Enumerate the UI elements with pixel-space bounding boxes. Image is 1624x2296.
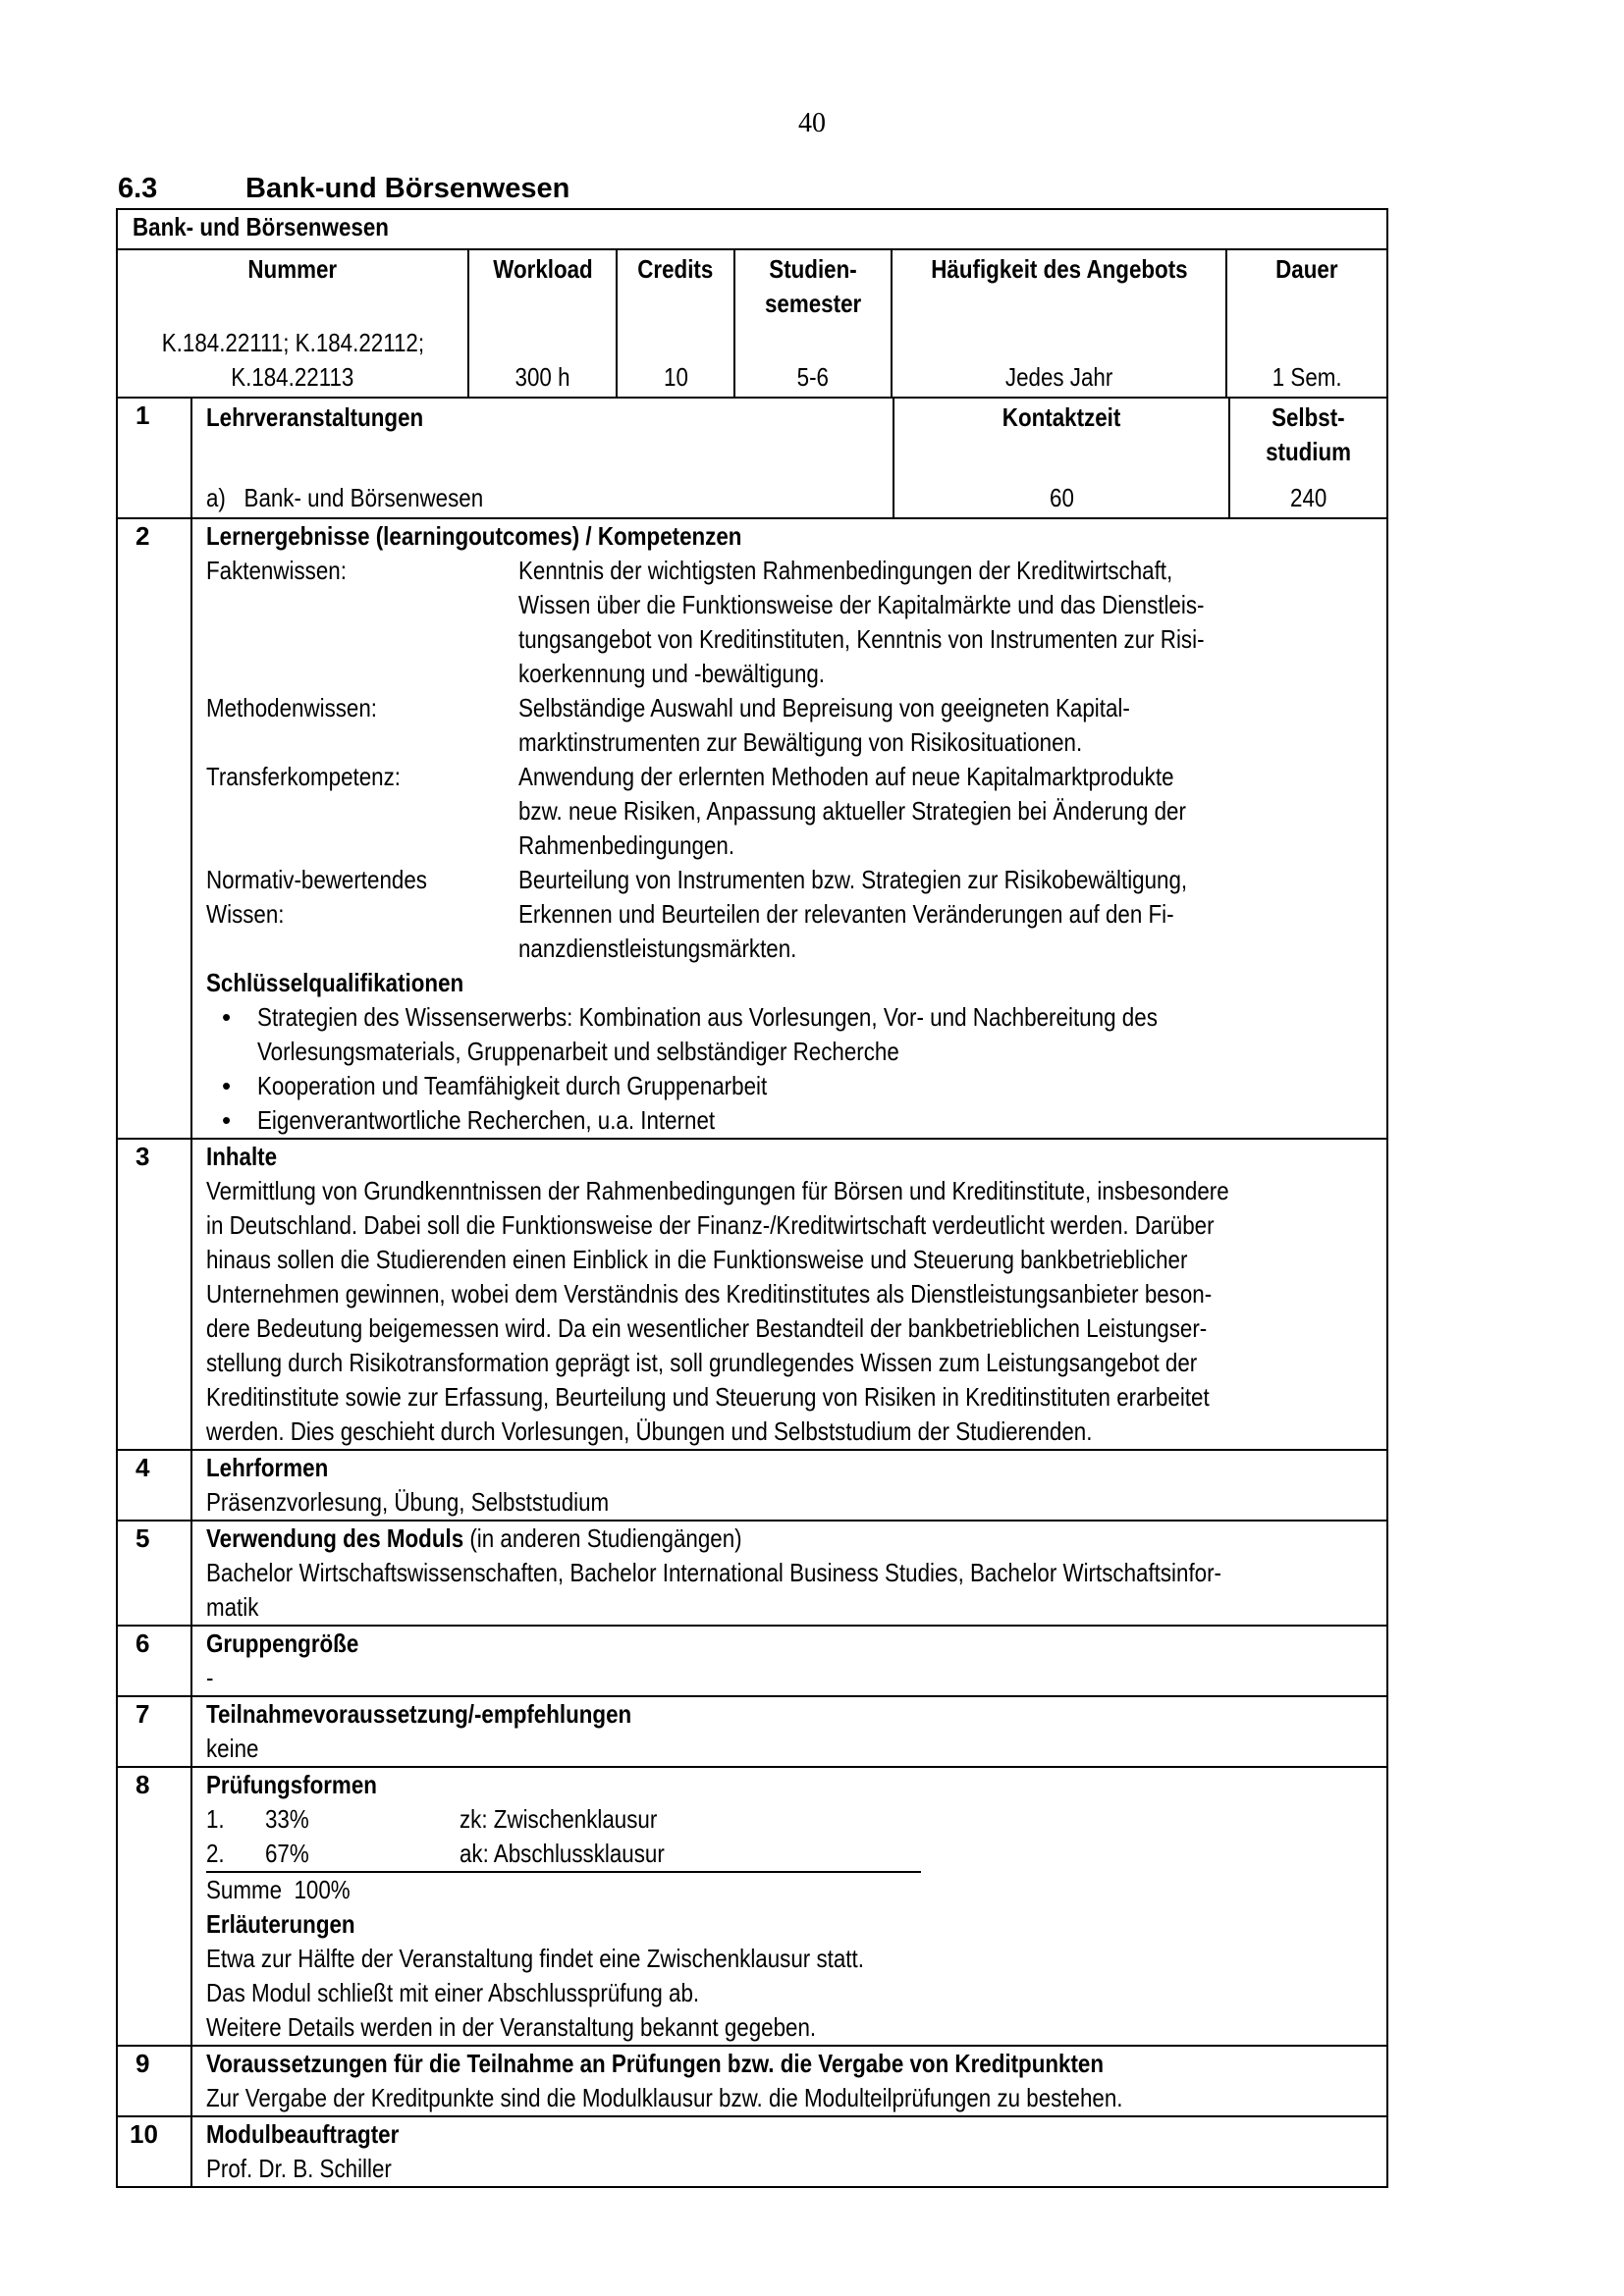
kontaktzeit-cell <box>894 399 1230 517</box>
erlaeuterungen-line: Etwa zur Hälfte der Veranstaltung findet eine Zwischenklausur statt. <box>206 1944 864 1973</box>
semester-label-2: semester <box>764 289 862 318</box>
exam-number: 1. <box>206 1804 225 1834</box>
list-item <box>257 1069 1373 1103</box>
nummer-line2: K.184.22113 <box>231 362 354 392</box>
bullet-line: Eigenverantwortliche Recherchen, u.a. Internet <box>257 1105 716 1135</box>
voraussetzungen-text: Zur Vergabe der Kreditpunkte sind die Modulklausur bzw. die Modulteilprüfungen zu bestehen. <box>206 2083 1123 2112</box>
erlaeuterungen-line: Das Modul schließt mit einer Abschlussprüfung ab. <box>206 1978 700 2007</box>
module-table <box>116 208 1388 2188</box>
bullet-line: Strategien des Wissenserwerbs: Kombination aus Vorlesungen, Vor- und Nachbereitung des <box>257 1002 1158 1032</box>
module-title-row <box>118 210 1386 250</box>
section-4-number: 4 <box>118 1451 192 1520</box>
transferkompetenz-line: Rahmenbedingungen. <box>518 830 735 860</box>
section-1-row <box>118 399 1386 519</box>
pruefungsformen-title: Prüfungsformen <box>206 1770 377 1799</box>
module-title: Bank- und Börsenwesen <box>133 212 389 241</box>
exam-number: 2. <box>206 1839 225 1868</box>
verwendung-title-rest: (in anderen Studiengängen) <box>463 1523 742 1553</box>
exam-row <box>206 1802 909 1837</box>
teilnahmevoraussetzung-title: Teilnahmevoraussetzung/-empfehlungen <box>206 1699 632 1729</box>
selbststudium-value: 240 <box>1289 483 1327 512</box>
section-2-row <box>118 519 1386 1140</box>
section-6-number: 6 <box>118 1627 192 1695</box>
inhalte-line: Kreditinstitute sowie zur Erfassung, Beurteilung und Steuerung von Risiken in Kreditinstituten erarbeitet <box>206 1382 1210 1412</box>
gruppengroesse-text: - <box>206 1663 214 1692</box>
kontaktzeit-value: 60 <box>1049 483 1074 512</box>
section-7-number: 7 <box>118 1697 192 1766</box>
normativ-entry <box>206 863 1373 966</box>
section-5-number: 5 <box>118 1522 192 1625</box>
section-5-row <box>118 1522 1386 1627</box>
erlaeuterungen-line: Weitere Details werden in der Veranstaltung bekannt gegeben. <box>206 2012 817 2042</box>
gruppengroesse-title: Gruppengröße <box>206 1629 359 1658</box>
lehrveranstaltungen-title: Lehrveranstaltungen <box>206 402 424 432</box>
section-10-number: 10 <box>118 2117 192 2186</box>
methodenwissen-line: Selbständige Auswahl und Bepreisung von geeigneten Kapital- <box>518 693 1130 722</box>
exam-row <box>206 1837 921 1873</box>
selbststudium-label-2: studium <box>1266 437 1351 466</box>
nummer-line1: K.184.22111; K.184.22112; <box>161 328 424 357</box>
bullet-line: Vorlesungsmaterials, Gruppenarbeit und selbständiger Recherche <box>257 1037 899 1066</box>
methodenwissen-label: Methodenwissen: <box>206 693 378 722</box>
section-8-number: 8 <box>118 1768 192 2045</box>
exam-sum: Summe 100% <box>206 1875 351 1904</box>
course-letter: a) <box>206 483 226 512</box>
credits-cell <box>618 250 735 397</box>
section-title: Bank-und Börsenwesen <box>245 173 570 204</box>
faktenwissen-line: koerkennung und -bewältigung. <box>518 659 826 688</box>
lehrveranstaltungen-cell <box>192 399 894 517</box>
inhalte-title: Inhalte <box>206 1142 278 1171</box>
section-number: 6.3 <box>118 173 158 204</box>
workload-cell <box>469 250 618 397</box>
section-8-row <box>118 1768 1386 2047</box>
normativ-line: Erkennen und Beurteilen der relevanten Veränderungen auf den Fi- <box>518 899 1174 929</box>
exam-description: ak: Abschlussklausur <box>460 1839 665 1868</box>
methodenwissen-line: marktinstrumenten zur Bewältigung von Risikosituationen. <box>518 727 1083 757</box>
haeufigkeit-label: Häufigkeit des Angebots <box>930 254 1188 284</box>
faktenwissen-entry <box>206 554 1373 691</box>
section-6-row <box>118 1627 1386 1697</box>
haeufigkeit-cell <box>893 250 1227 397</box>
verwendung-line: matik <box>206 1592 259 1622</box>
bullet-line: Kooperation und Teamfähigkeit durch Gruppenarbeit <box>257 1071 768 1100</box>
inhalte-line: dere Bedeutung beigemessen wird. Da ein wesentlicher Bestandteil der bankbetrieblichen Leistungser- <box>206 1313 1208 1343</box>
list-item <box>257 1000 1373 1069</box>
nummer-cell <box>118 250 469 397</box>
section-2-number: 2 <box>118 519 192 1138</box>
inhalte-line: Unternehmen gewinnen, wobei dem Verständnis des Kreditinstitutes als Dienstleistungsanbieter beson- <box>206 1279 1213 1308</box>
normativ-line: Beurteilung von Instrumenten bzw. Strategien zur Risikobewältigung, <box>518 865 1188 894</box>
section-10-row <box>118 2117 1386 2186</box>
lehrformen-title: Lehrformen <box>206 1453 329 1482</box>
inhalte-line: werden. Dies geschieht durch Vorlesungen, Übungen und Selbststudium der Studierenden. <box>206 1416 1093 1446</box>
modulbeauftragter-text: Prof. Dr. B. Schiller <box>206 2154 392 2183</box>
inhalte-line: hinaus sollen die Studierenden einen Einblick in die Funktionsweise und Steuerung bankbetrieblicher <box>206 1245 1188 1274</box>
dauer-label: Dauer <box>1275 254 1338 284</box>
schluesselqualifikationen-title: Schlüsselqualifikationen <box>206 968 464 997</box>
page-number: 40 <box>798 108 826 138</box>
inhalte-line: Vermittlung von Grundkenntnissen der Rahmenbedingungen für Börsen und Kreditinstitute, insbesondere <box>206 1176 1229 1205</box>
section-9-row <box>118 2047 1386 2117</box>
exam-description: zk: Zwischenklausur <box>460 1804 658 1834</box>
section-heading <box>118 173 569 205</box>
list-item <box>257 1103 1373 1138</box>
module-info-row <box>118 250 1386 399</box>
course-name: Bank- und Börsenwesen <box>244 483 484 512</box>
credits-label: Credits <box>637 254 714 284</box>
haeufigkeit-value: Jedes Jahr <box>1004 362 1113 392</box>
dauer-value: 1 Sem. <box>1272 362 1342 392</box>
verwendung-line: Bachelor Wirtschaftswissenschaften, Bachelor International Business Studies, Bachelor Wirtschaftsinfor- <box>206 1558 1221 1587</box>
inhalte-line: stellung durch Risikotransformation geprägt ist, soll grundlegendes Wissen zum Leistungsangebot der <box>206 1348 1198 1377</box>
transferkompetenz-label: Transferkompetenz: <box>206 762 402 791</box>
lehrformen-text: Präsenzvorlesung, Übung, Selbststudium <box>206 1487 610 1517</box>
faktenwissen-line: tungsangebot von Kreditinstituten, Kenntnis von Instrumenten zur Risi- <box>518 624 1205 654</box>
teilnahmevoraussetzung-text: keine <box>206 1734 259 1763</box>
lernergebnisse-title: Lernergebnisse (learningoutcomes) / Kompetenzen <box>206 521 742 551</box>
nummer-label: Nummer <box>247 254 338 284</box>
normativ-label-2: Wissen: <box>206 899 285 929</box>
exam-percent: 67% <box>265 1839 309 1868</box>
inhalte-line: in Deutschland. Dabei soll die Funktionsweise der Finanz-/Kreditwirtschaft verdeutlicht werden. Darüber <box>206 1210 1215 1240</box>
faktenwissen-line: Kenntnis der wichtigsten Rahmenbedingungen der Kreditwirtschaft, <box>518 556 1173 585</box>
normativ-label-1: Normativ-bewertendes <box>206 865 427 894</box>
workload-value: 300 h <box>514 362 570 392</box>
methodenwissen-entry <box>206 691 1373 760</box>
voraussetzungen-title: Voraussetzungen für die Teilnahme an Prüfungen bzw. die Vergabe von Kreditpunkten <box>206 2049 1104 2078</box>
transferkompetenz-line: bzw. neue Risiken, Anpassung aktueller Strategien bei Änderung der <box>518 796 1186 826</box>
section-7-row <box>118 1697 1386 1768</box>
section-3-number: 3 <box>118 1140 192 1449</box>
faktenwissen-label: Faktenwissen: <box>206 556 347 585</box>
kontaktzeit-label: Kontaktzeit <box>1001 402 1121 432</box>
erlaeuterungen-title: Erläuterungen <box>206 1909 355 1939</box>
selbststudium-label-1: Selbst- <box>1272 402 1345 432</box>
semester-cell <box>735 250 893 397</box>
verwendung-title: Verwendung des Moduls <box>206 1523 464 1553</box>
transferkompetenz-entry <box>206 760 1373 863</box>
semester-value: 5-6 <box>796 362 830 392</box>
section-9-number: 9 <box>118 2047 192 2115</box>
section-4-row <box>118 1451 1386 1522</box>
credits-value: 10 <box>663 362 688 392</box>
faktenwissen-line: Wissen über die Funktionsweise der Kapitalmärkte und das Dienstleis- <box>518 590 1205 619</box>
section-1-number: 1 <box>118 399 192 517</box>
normativ-line: nanzdienstleistungsmärkten. <box>518 934 797 963</box>
section-3-row <box>118 1140 1386 1451</box>
transferkompetenz-line: Anwendung der erlernten Methoden auf neue Kapitalmarktprodukte <box>518 762 1174 791</box>
schluesselqualifikationen-list <box>206 1000 1373 1138</box>
selbststudium-cell <box>1230 399 1386 517</box>
exam-percent: 33% <box>265 1804 309 1834</box>
modulbeauftragter-title: Modulbeauftragter <box>206 2119 400 2149</box>
workload-label: Workload <box>492 254 593 284</box>
dauer-cell <box>1227 250 1386 397</box>
semester-label-1: Studien- <box>769 254 857 284</box>
